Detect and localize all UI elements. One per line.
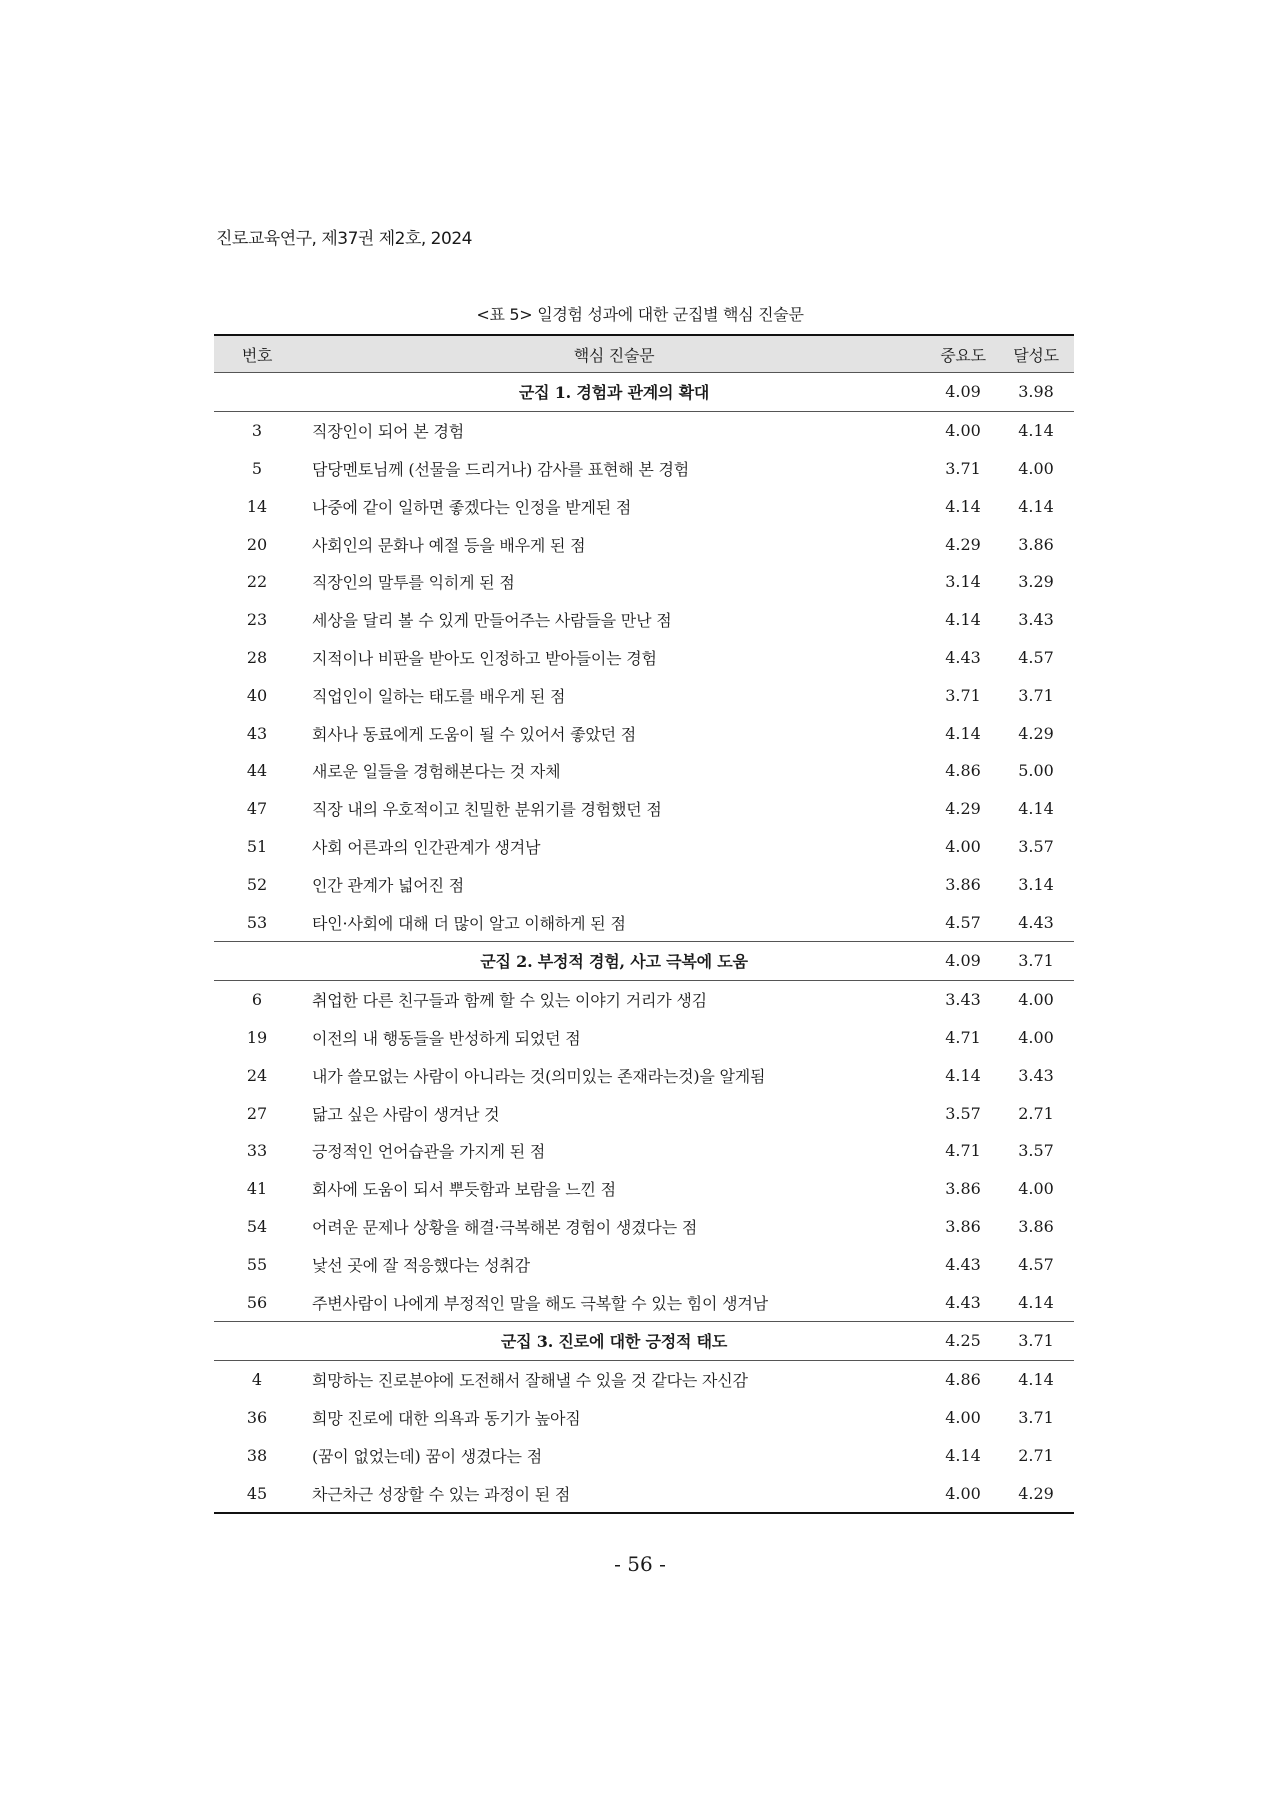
row-statement: 사회 어른과의 인간관계가 생겨남 xyxy=(312,837,541,857)
row-statement: 낯선 곳에 잘 적응했다는 성취감 xyxy=(312,1255,530,1275)
row-achievement: 3.86 xyxy=(1018,1216,1054,1236)
row-num: 41 xyxy=(246,1179,268,1199)
row-achievement: 4.00 xyxy=(1018,458,1054,478)
row-importance: 4.14 xyxy=(945,1445,981,1465)
cluster-achievement: 3.71 xyxy=(998,1321,1074,1360)
row-num: 6 xyxy=(251,990,263,1010)
row-importance: 4.71 xyxy=(945,1141,981,1161)
row-num: 36 xyxy=(246,1407,268,1427)
row-importance: 4.00 xyxy=(945,1407,981,1427)
table-body xyxy=(214,373,1074,1513)
row-achievement: 4.14 xyxy=(1018,1292,1054,1312)
row-importance: 4.29 xyxy=(945,799,981,819)
row-statement: 세상을 달리 볼 수 있게 만들어주는 사람들을 만난 점 xyxy=(312,611,672,631)
row-achievement: 2.71 xyxy=(1018,1103,1054,1123)
row-statement: 타인·사회에 대해 더 많이 알고 이해하게 된 점 xyxy=(312,913,626,933)
row-statement: 사회인의 문화나 예절 등을 배우게 된 점 xyxy=(312,535,586,555)
row-statement: 지적이나 비판을 받아도 인정하고 받아들이는 경험 xyxy=(312,648,657,668)
row-num: 44 xyxy=(246,761,268,781)
row-importance: 4.00 xyxy=(945,421,981,441)
row-importance: 3.14 xyxy=(945,572,981,592)
row-achievement: 3.57 xyxy=(1018,1141,1054,1161)
row-num: 22 xyxy=(246,572,268,592)
row-statement: 회사나 동료에게 도움이 될 수 있어서 좋았던 점 xyxy=(312,724,637,744)
row-importance: 4.71 xyxy=(945,1027,981,1047)
cluster-title: 군집 3. 진로에 대한 긍정적 태도 xyxy=(300,1321,928,1360)
header-num: 번호 xyxy=(241,345,273,365)
row-importance: 4.29 xyxy=(945,534,981,554)
row-statement: 직장인이 되어 본 경험 xyxy=(312,422,464,442)
table-row xyxy=(214,865,1074,903)
cluster-importance: 4.09 xyxy=(928,941,998,980)
cluster-num-cell xyxy=(214,1321,300,1360)
table-row xyxy=(214,639,1074,677)
table-row xyxy=(214,1132,1074,1170)
row-statement: 긍정적인 언어습관을 가지게 된 점 xyxy=(312,1142,546,1162)
row-importance: 4.43 xyxy=(945,1254,981,1274)
table-row xyxy=(214,1056,1074,1094)
running-head: 진로교육연구, 제37권 제2호, 2024 xyxy=(216,229,472,249)
row-num: 47 xyxy=(246,799,268,819)
row-importance: 3.57 xyxy=(945,1103,981,1123)
row-statement: 새로운 일들을 경험해본다는 것 자체 xyxy=(312,762,561,782)
cluster-achievement: 3.71 xyxy=(998,941,1074,980)
row-importance: 3.43 xyxy=(945,990,981,1010)
row-importance: 3.86 xyxy=(945,1179,981,1199)
row-achievement: 4.00 xyxy=(1018,1027,1054,1047)
table-row xyxy=(214,828,1074,866)
table-row xyxy=(214,1019,1074,1057)
row-importance: 3.71 xyxy=(945,685,981,705)
header-statement: 핵심 진술문 xyxy=(573,345,655,365)
row-num: 4 xyxy=(251,1370,263,1390)
header-importance: 중요도 xyxy=(940,345,986,365)
row-statement: 직장 내의 우호적이고 친밀한 분위기를 경험했던 점 xyxy=(312,800,662,820)
row-statement: 회사에 도움이 되서 뿌듯함과 보람을 느낀 점 xyxy=(312,1180,616,1200)
row-achievement: 3.71 xyxy=(1018,685,1054,705)
table-row xyxy=(214,714,1074,752)
row-achievement: 4.14 xyxy=(1018,496,1054,516)
row-achievement: 4.00 xyxy=(1018,990,1054,1010)
row-num: 51 xyxy=(246,836,268,856)
row-achievement: 2.71 xyxy=(1018,1445,1054,1465)
table-row xyxy=(214,676,1074,714)
row-importance: 4.14 xyxy=(945,610,981,630)
row-num: 27 xyxy=(246,1103,268,1123)
row-importance: 4.00 xyxy=(945,836,981,856)
row-achievement: 3.86 xyxy=(1018,534,1054,554)
table-row xyxy=(214,1474,1074,1513)
row-achievement: 4.14 xyxy=(1018,1370,1054,1390)
table-header-row xyxy=(214,335,1074,373)
cluster-row xyxy=(214,941,1074,980)
row-importance: 4.43 xyxy=(945,1292,981,1312)
table-row xyxy=(214,980,1074,1018)
row-achievement: 4.00 xyxy=(1018,1179,1054,1199)
row-achievement: 5.00 xyxy=(1018,761,1054,781)
row-achievement: 3.29 xyxy=(1018,572,1054,592)
cluster-num-cell xyxy=(214,941,300,980)
row-achievement: 3.14 xyxy=(1018,874,1054,894)
row-num: 56 xyxy=(246,1292,268,1312)
row-statement: 내가 쓸모없는 사람이 아니라는 것(의미있는 존재라는것)을 알게됨 xyxy=(312,1066,766,1086)
row-importance: 3.86 xyxy=(945,874,981,894)
row-statement: 직업인이 일하는 태도를 배우게 된 점 xyxy=(312,686,566,706)
row-num: 19 xyxy=(246,1027,268,1047)
cluster-importance: 4.09 xyxy=(928,373,998,412)
row-importance: 4.14 xyxy=(945,1065,981,1085)
header-achievement: 달성도 xyxy=(1013,345,1059,365)
table-row xyxy=(214,563,1074,601)
row-statement: 취업한 다른 친구들과 함께 할 수 있는 이야기 거리가 생김 xyxy=(312,991,707,1011)
row-importance: 4.14 xyxy=(945,496,981,516)
table-row xyxy=(214,487,1074,525)
row-statement: 닮고 싶은 사람이 생겨난 것 xyxy=(312,1104,500,1124)
row-statement: 차근차근 성장할 수 있는 과정이 된 점 xyxy=(300,1474,928,1513)
row-importance: 3.86 xyxy=(945,1216,981,1236)
cluster-title: 군집 2. 부정적 경험, 사고 극복에 도움 xyxy=(300,941,928,980)
row-importance: 4.00 xyxy=(928,1474,998,1513)
row-num: 24 xyxy=(246,1065,268,1085)
row-importance: 4.14 xyxy=(945,723,981,743)
row-num: 40 xyxy=(246,685,268,705)
row-statement: 희망하는 진로분야에 도전해서 잘해낼 수 있을 것 같다는 자신감 xyxy=(312,1371,748,1391)
row-statement: 직장인의 말투를 익히게 된 점 xyxy=(312,573,515,593)
table-row xyxy=(214,1208,1074,1246)
row-achievement: 4.14 xyxy=(1018,421,1054,441)
cluster-achievement: 3.98 xyxy=(998,373,1074,412)
table-row xyxy=(214,1360,1074,1398)
row-importance: 3.71 xyxy=(945,458,981,478)
row-num: 3 xyxy=(251,421,263,441)
cluster-importance: 4.25 xyxy=(928,1321,998,1360)
table-row xyxy=(214,411,1074,449)
row-num: 28 xyxy=(246,647,268,667)
row-num: 5 xyxy=(251,458,263,478)
table-row xyxy=(214,752,1074,790)
row-achievement: 4.57 xyxy=(1018,647,1054,667)
table-row xyxy=(214,525,1074,563)
row-statement: (꿈이 없었는데) 꿈이 생겼다는 점 xyxy=(312,1446,542,1466)
statement-table xyxy=(214,334,1074,1514)
row-achievement: 4.29 xyxy=(998,1474,1074,1513)
row-num: 38 xyxy=(246,1445,268,1465)
row-achievement: 3.71 xyxy=(1018,1407,1054,1427)
row-num: 43 xyxy=(246,723,268,743)
row-num: 20 xyxy=(246,534,268,554)
cluster-row xyxy=(214,373,1074,412)
cluster-num-cell xyxy=(214,373,300,412)
cluster-title: 군집 1. 경험과 관계의 확대 xyxy=(300,373,928,412)
row-statement: 담당멘토님께 (선물을 드리거나) 감사를 표현해 본 경험 xyxy=(312,459,690,479)
table-row xyxy=(214,1245,1074,1283)
statement-table-wrapper xyxy=(214,334,1074,1514)
row-importance: 4.86 xyxy=(945,1370,981,1390)
row-achievement: 4.14 xyxy=(1018,799,1054,819)
row-achievement: 3.43 xyxy=(1018,610,1054,630)
table-row xyxy=(214,790,1074,828)
row-num: 54 xyxy=(246,1216,268,1236)
row-importance: 4.43 xyxy=(945,647,981,667)
table-row xyxy=(214,450,1074,488)
row-num: 23 xyxy=(246,610,268,630)
row-num: 14 xyxy=(246,496,268,516)
row-num: 33 xyxy=(246,1141,268,1161)
table-row xyxy=(214,601,1074,639)
row-achievement: 4.29 xyxy=(1018,723,1054,743)
row-statement: 어려운 문제나 상황을 해결·극복해본 경험이 생겼다는 점 xyxy=(312,1217,698,1237)
row-num: 52 xyxy=(246,874,268,894)
page-number: - 56 - xyxy=(614,1552,666,1576)
row-statement: 이전의 내 행동들을 반성하게 되었던 점 xyxy=(312,1028,581,1048)
row-importance: 4.86 xyxy=(945,761,981,781)
row-num: 53 xyxy=(246,912,268,932)
table-row xyxy=(214,1283,1074,1321)
table-row xyxy=(214,1170,1074,1208)
row-achievement: 4.57 xyxy=(1018,1254,1054,1274)
table-caption: <표 5> 일경험 성과에 대한 군집별 핵심 진술문 xyxy=(476,305,804,324)
row-statement: 주변사람이 나에게 부정적인 말을 해도 극복할 수 있는 힘이 생겨남 xyxy=(312,1293,768,1313)
row-statement: 희망 진로에 대한 의욕과 동기가 높아짐 xyxy=(312,1408,581,1428)
row-achievement: 4.43 xyxy=(1018,912,1054,932)
table-row xyxy=(214,1094,1074,1132)
row-num: 55 xyxy=(246,1254,268,1274)
row-statement: 나중에 같이 일하면 좋겠다는 인정을 받게된 점 xyxy=(312,497,632,517)
row-achievement: 3.43 xyxy=(1018,1065,1054,1085)
table-row xyxy=(214,1436,1074,1474)
row-num: 45 xyxy=(214,1474,300,1513)
table-row xyxy=(214,1399,1074,1437)
row-importance: 4.57 xyxy=(945,912,981,932)
row-statement: 인간 관계가 넓어진 점 xyxy=(312,875,464,895)
table-row xyxy=(214,903,1074,941)
cluster-row xyxy=(214,1321,1074,1360)
row-achievement: 3.57 xyxy=(1018,836,1054,856)
